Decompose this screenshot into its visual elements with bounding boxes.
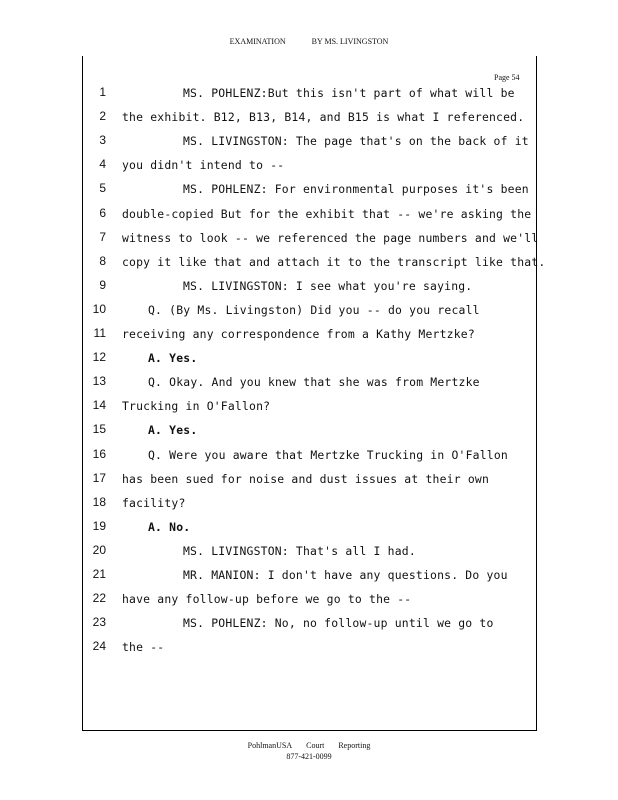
line-number: 15	[92, 422, 106, 437]
line-text: MS. LIVINGSTON: That's all I had.	[183, 543, 416, 558]
transcript-line	[0, 543, 618, 567]
transcript-line	[0, 254, 618, 278]
footer-company-c: Reporting	[338, 741, 371, 750]
line-number: 5	[99, 181, 106, 196]
line-number: 19	[92, 518, 106, 533]
transcript-line	[0, 447, 618, 471]
line-text: MS. POHLENZ:But this isn't part of what will be	[183, 86, 515, 100]
transcript-line	[0, 326, 618, 350]
line-text: receiving any correspondence from a Kathy Mertzke?	[122, 327, 475, 341]
line-number: 3	[99, 133, 106, 148]
transcript-line	[0, 422, 618, 446]
line-text: you didn't intend to --	[122, 158, 285, 173]
line-number: 24	[92, 639, 106, 654]
page-number: Page 54	[494, 73, 520, 82]
line-number: 18	[92, 494, 106, 509]
line-number: 7	[99, 229, 106, 244]
line-number: 16	[92, 446, 106, 461]
transcript-line	[0, 495, 618, 519]
line-number: 9	[99, 277, 106, 292]
footer-company-a: PohlmanUSA	[247, 741, 293, 750]
transcript-line	[0, 157, 618, 181]
line-text: witness to look -- we referenced the page numbers and we'll	[122, 230, 539, 245]
line-text: the --	[122, 640, 165, 655]
transcript-line	[0, 398, 618, 422]
footer-phone: 877-421-0099	[286, 752, 332, 761]
line-number: 22	[92, 591, 106, 606]
transcript-line	[0, 350, 618, 374]
line-number: 11	[93, 326, 106, 340]
transcript-line	[0, 181, 618, 205]
transcript-line	[0, 109, 618, 133]
line-text: Q. Were you aware that Mertzke Trucking in O'Fallon	[148, 447, 508, 462]
line-text: A. No.	[148, 519, 191, 534]
line-text: double-copied But for the exhibit that -- we're asking the	[122, 206, 532, 221]
line-text: facility?	[122, 495, 186, 510]
line-number: 2	[99, 109, 106, 124]
line-text: Q. Okay. And you knew that she was from Mertzke	[148, 375, 480, 390]
page-header	[0, 37, 618, 46]
line-text: MR. MANION: I don't have any questions. Do you	[183, 568, 508, 582]
line-number: 20	[92, 542, 106, 557]
header-section: EXAMINATION	[229, 37, 286, 46]
line-text: has been sued for noise and dust issues at their own	[122, 471, 490, 486]
line-number: 12	[92, 350, 106, 365]
transcript-line	[0, 206, 618, 230]
page-footer	[0, 740, 618, 762]
line-number: 8	[99, 253, 106, 268]
transcript-line	[0, 278, 618, 302]
transcript-line	[0, 591, 618, 615]
transcript-line	[0, 302, 618, 326]
line-text: have any follow-up before we go to the --	[122, 592, 412, 607]
line-text: MS. POHLENZ: For environmental purposes it's been	[183, 182, 529, 197]
transcript-line	[0, 567, 618, 591]
transcript-line	[0, 639, 618, 663]
footer-company-b: Court	[306, 741, 325, 750]
line-number: 4	[99, 157, 106, 172]
line-text: copy it like that and attach it to the transcript like that.	[122, 254, 546, 269]
line-number: 1	[99, 85, 106, 99]
transcript-line	[0, 85, 618, 109]
transcript-line	[0, 374, 618, 398]
transcript-line	[0, 615, 618, 639]
line-text: MS. POHLENZ: No, no follow-up until we go to	[183, 616, 494, 631]
line-number: 13	[92, 374, 106, 389]
header-examiner: BY MS. LIVINGSTON	[311, 37, 389, 46]
line-text: A. Yes.	[148, 423, 198, 438]
line-number: 23	[92, 615, 106, 630]
line-number: 21	[92, 567, 106, 581]
transcript-line	[0, 230, 618, 254]
line-text: MS. LIVINGSTON: The page that's on the back of it	[183, 134, 529, 149]
line-text: the exhibit. B12, B13, B14, and B15 is what I referenced.	[122, 110, 525, 125]
transcript-line	[0, 519, 618, 543]
line-text: Q. (By Ms. Livingston) Did you -- do you recall	[148, 302, 480, 317]
line-number: 6	[99, 205, 106, 220]
transcript-line	[0, 133, 618, 157]
line-number: 14	[92, 398, 106, 413]
line-text: MS. LIVINGSTON: I see what you're saying.	[183, 278, 473, 293]
line-text: A. Yes.	[148, 351, 198, 366]
transcript-line	[0, 471, 618, 495]
line-number: 10	[92, 301, 106, 316]
line-number: 17	[92, 470, 106, 485]
line-text: Trucking in O'Fallon?	[122, 399, 271, 414]
